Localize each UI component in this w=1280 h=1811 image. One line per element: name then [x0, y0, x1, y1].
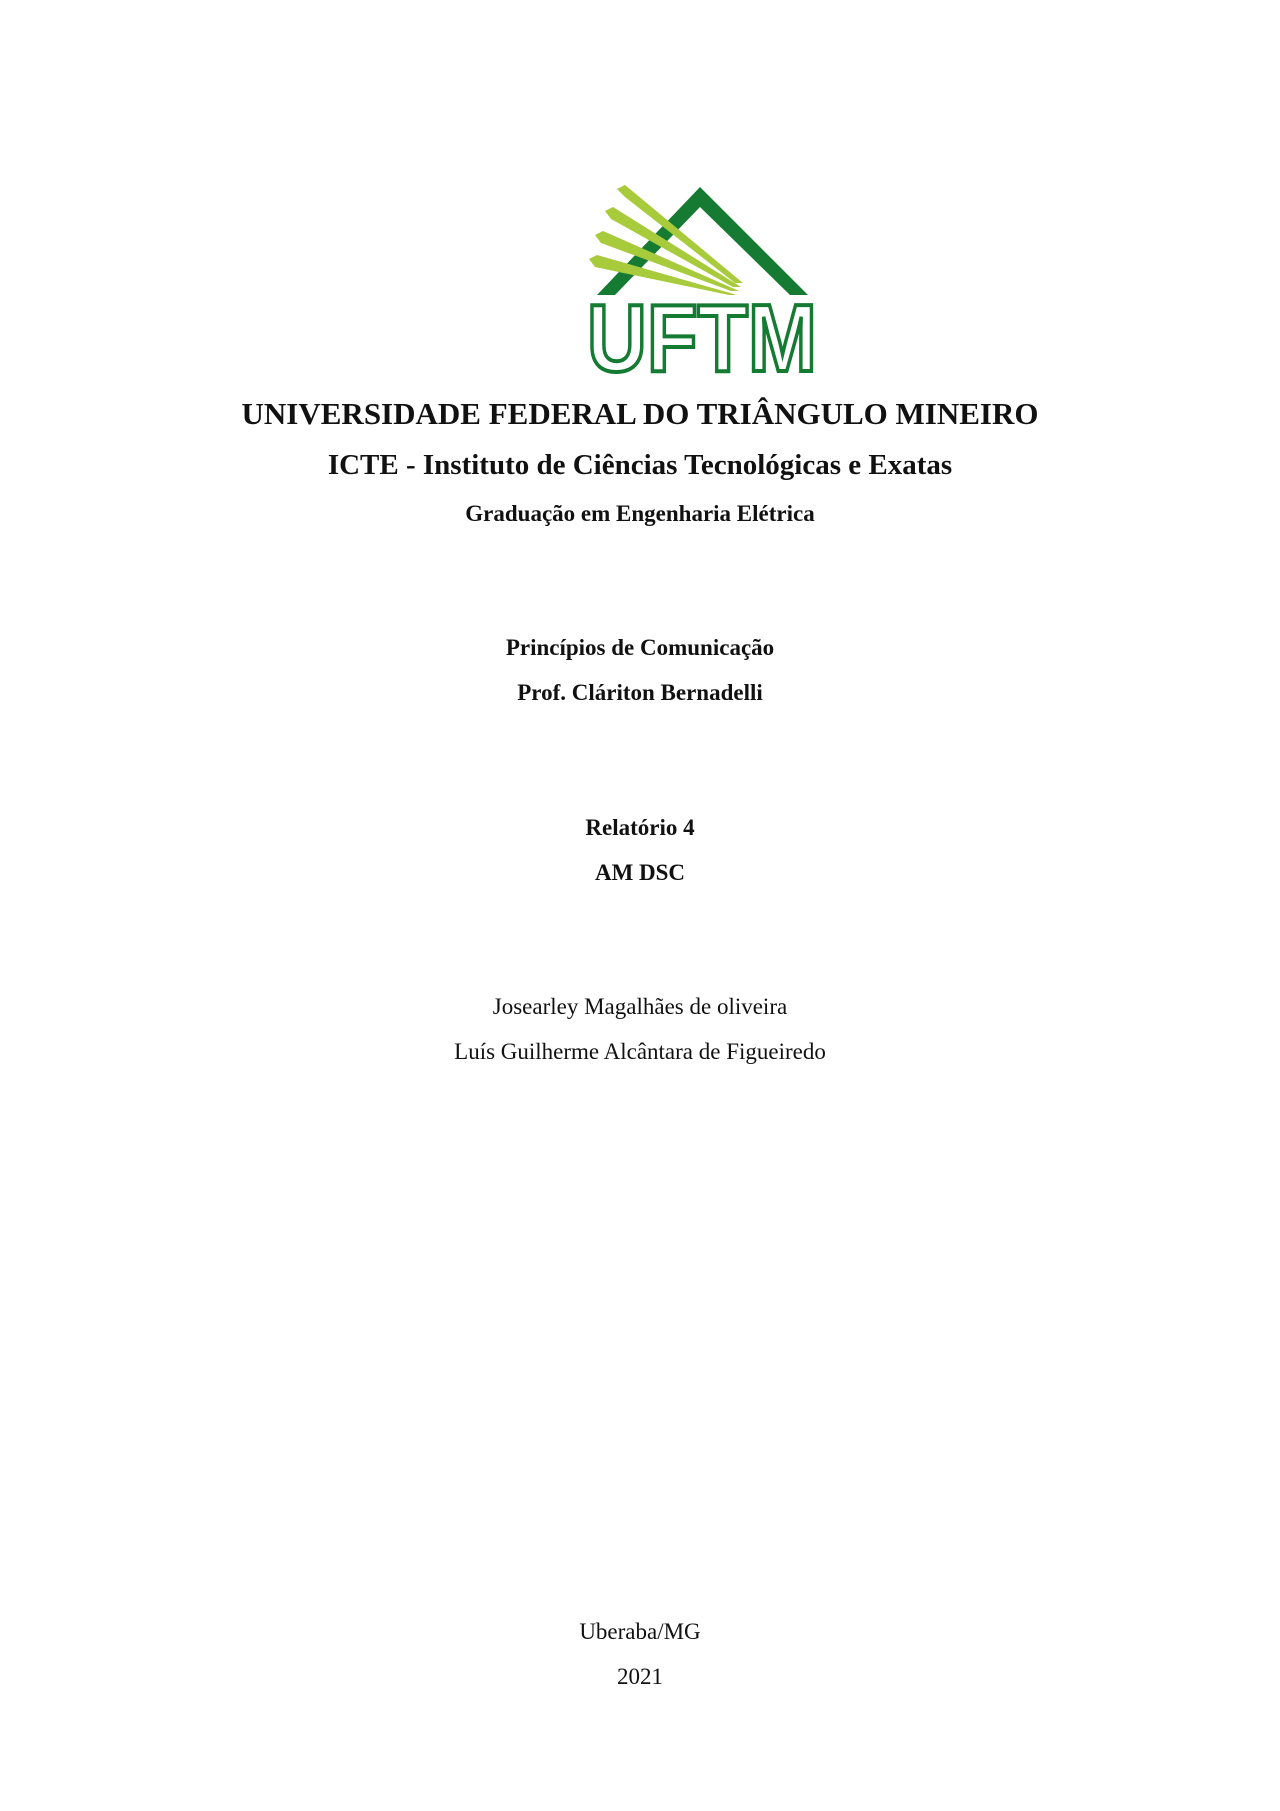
location: Uberaba/MG — [579, 1619, 701, 1644]
author-name: Luís Guilherme Alcântara de Figueiredo — [454, 1039, 826, 1064]
uftm-logo — [585, 183, 835, 378]
logo-wordmark: UFTM — [587, 285, 817, 378]
professor-name: Prof. Cláriton Bernadelli — [517, 680, 763, 705]
report-number: Relatório 4 — [585, 815, 695, 840]
course-name: Princípios de Comunicação — [505, 635, 775, 660]
university-name: UNIVERSIDADE FEDERAL DO TRIÂNGULO MINEIRO — [241, 396, 1039, 431]
author-name: Josearley Magalhães de oliveira — [492, 994, 788, 1019]
year: 2021 — [617, 1664, 663, 1689]
institute-name: ICTE - Instituto de Ciências Tecnológicas e Exatas — [327, 449, 953, 481]
report-subject: AM DSC — [594, 860, 686, 885]
program-name: Graduação em Engenharia Elétrica — [465, 501, 815, 526]
